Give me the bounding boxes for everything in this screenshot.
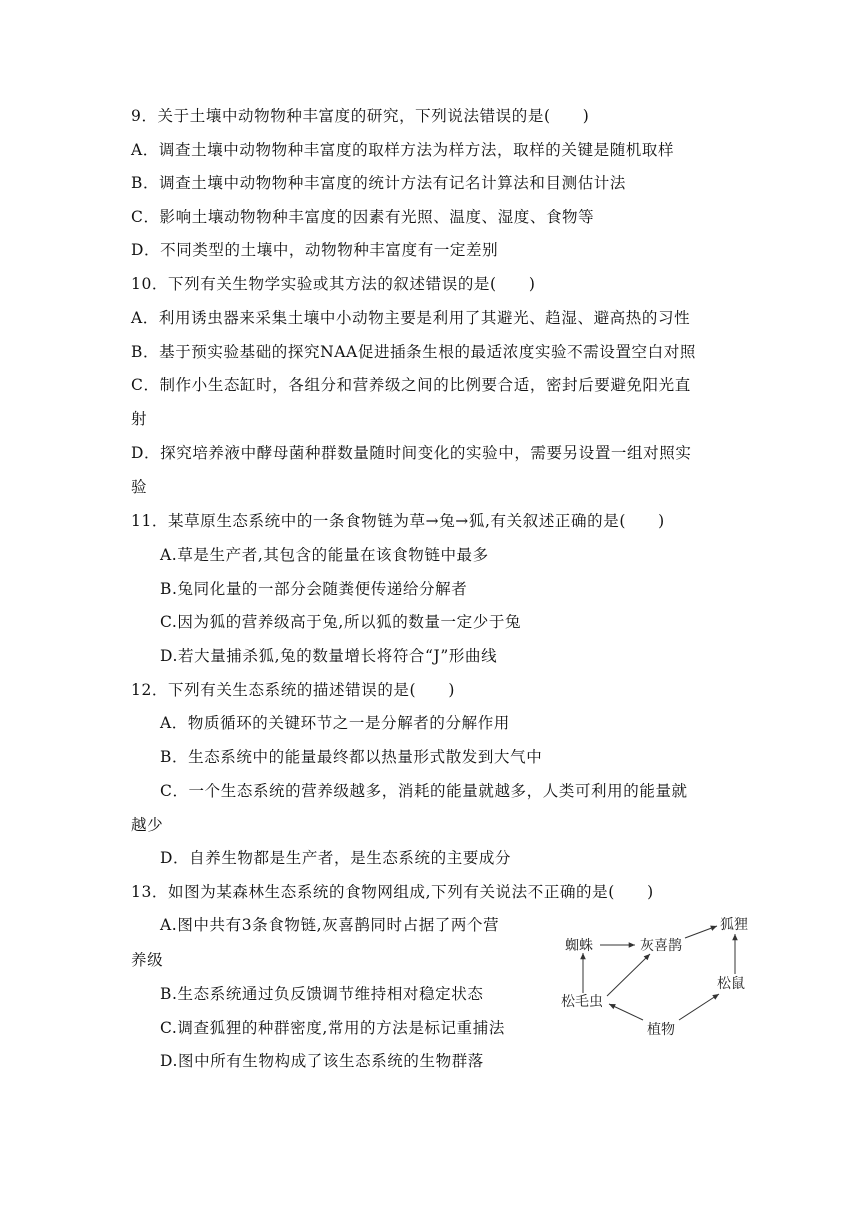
q11-option-a: A.草是生产者,其包含的能量在该食物链中最多 [160,546,489,564]
q11-option-d: D.若大量捕杀狐,兔的数量增长将符合“J”形曲线 [160,647,498,665]
q10-option-c-line2: 射 [131,410,148,428]
q12-stem: 12．下列有关生态系统的描述错误的是( ) [131,681,456,699]
q11-option-c: C.因为狐的营养级高于兔,所以狐的数量一定少于兔 [160,613,522,631]
food-web-diagram [555,908,765,1063]
q9-stem: 9．关于土壤中动物物种丰富度的研究，下列说法错误的是( ) [131,107,590,125]
q9-option-c: C．影响土壤动物物种丰富度的因素有光照、温度、湿度、食物等 [131,208,595,226]
q13-option-d: D.图中所有生物构成了该生态系统的生物群落 [160,1052,484,1070]
q13-option-b: B.生态系统通过负反馈调节维持相对稳定状态 [160,985,484,1003]
q9-option-b: B．调查土壤中动物物种丰富度的统计方法有记名计算法和目测估计法 [131,174,626,192]
arrow-magpie-to-fox [685,926,717,938]
q10-option-a: A．利用诱虫器来采集土壤中小动物主要是利用了其避光、趋湿、避高热的习性 [131,309,691,327]
q10-option-d-line2: 验 [131,478,148,496]
q12-option-c-line1: C．一个生态系统的营养级越多，消耗的能量就越多，人类可利用的能量就 [160,782,688,800]
q10-option-d-line1: D．探究培养液中酵母菌种群数量随时间变化的实验中，需要另设置一组对照实 [131,444,692,462]
q12-option-a: A．物质循环的关键环节之一是分解者的分解作用 [160,714,510,732]
q10-option-c-line1: C．制作小生态缸时，各组分和营养级之间的比例要合适，密封后要避免阳光直 [131,376,691,394]
q13-option-c: C.调查狐狸的种群密度,常用的方法是标记重捕法 [160,1019,505,1037]
node-magpie: 灰喜鹊 [640,938,682,954]
arrow-plant-to-caterpillar [609,1004,643,1020]
q13-option-a-line1: A.图中共有3条食物链,灰喜鹊同时占据了两个营 [160,916,500,934]
q9-option-d: D．不同类型的土壤中，动物物种丰富度有一定差别 [131,241,499,259]
arrow-plant-to-squirrel [679,994,719,1020]
node-pine-caterpillar: 松毛虫 [561,994,603,1010]
q11-stem: 11．某草原生态系统中的一条食物链为草→兔→狐,有关叙述正确的是( ) [131,512,665,530]
node-squirrel: 松鼠 [717,976,745,992]
q9-option-a: A．调查土壤中动物物种丰富度的取样方法为样方法，取样的关键是随机取样 [131,141,675,159]
q11-option-b: B.兔同化量的一部分会随粪便传递给分解者 [160,580,468,598]
arrow-caterpillar-to-magpie [607,954,650,996]
q12-option-d: D．自养生物都是生产者，是生态系统的主要成分 [160,849,512,867]
q10-stem: 10．下列有关生物学实验或其方法的叙述错误的是( ) [131,275,536,293]
q13-stem: 13．如图为某森林生态系统的食物网组成,下列有关说法不正确的是( ) [131,883,654,901]
node-fox: 狐狸 [720,917,748,933]
q12-option-b: B．生态系统中的能量最终都以热量形式散发到大气中 [160,748,543,766]
node-spider: 蜘蛛 [565,938,593,954]
q13-option-a-line2: 养级 [131,951,164,969]
node-plant: 植物 [647,1022,675,1038]
q10-option-b: B．基于预实验基础的探究NAA促进插条生根的最适浓度实验不需设置空白对照 [131,343,696,361]
q12-option-c-line2: 越少 [131,816,164,834]
